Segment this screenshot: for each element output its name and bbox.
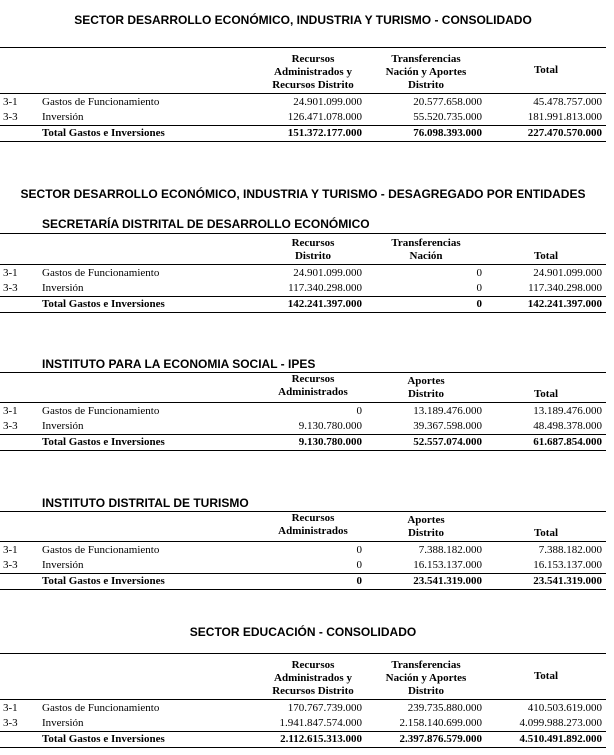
row-desc: Gastos de Funcionamiento [42, 702, 160, 714]
total-value-a: 142.241.397.000 [260, 297, 366, 313]
section-title-turismo: INSTITUTO DISTRITAL DE TURISMO [42, 496, 249, 510]
total-value-total: 61.687.854.000 [486, 435, 606, 451]
row-value-total: 181.991.813.000 [527, 111, 602, 123]
row-value-total: 4.099.988.273.000 [519, 717, 602, 729]
row-desc: Gastos de Funcionamiento [42, 267, 160, 279]
header-desc [40, 48, 260, 94]
budget-table-educacion [0, 653, 606, 748]
row-desc: Gastos de Funcionamiento [42, 96, 160, 108]
row-code: 3-1 [3, 405, 18, 417]
row-code: 3-1 [3, 702, 18, 714]
row-code: 3-1 [3, 267, 18, 279]
row-value-b: 55.520.735.000 [413, 111, 482, 123]
budget-table-secretaria [0, 233, 606, 313]
total-value-total: 4.510.491.892.000 [486, 732, 606, 748]
row-value-b: 7.388.182.000 [418, 544, 482, 556]
budget-table-desarrollo-consolidado [0, 47, 606, 142]
total-desc: Total Gastos e Inversiones [40, 574, 260, 590]
row-value-a: 117.340.298.000 [288, 282, 362, 294]
total-code [0, 574, 40, 590]
header-total: Total [533, 527, 559, 539]
row-value-b: 239.735.880.000 [407, 702, 482, 714]
row-value-b: 0 [476, 267, 482, 279]
row-value-b: 16.153.137.000 [413, 559, 482, 571]
row-code: 3-3 [3, 111, 18, 123]
table-header-row [0, 654, 606, 700]
table-row [0, 542, 606, 559]
row-value-total: 45.478.757.000 [533, 96, 602, 108]
row-code: 3-1 [3, 544, 18, 556]
row-value-total: 13.189.476.000 [533, 405, 602, 417]
table-total-row [0, 126, 606, 142]
total-code [0, 126, 40, 142]
header-col-a: Recursos Distrito [291, 237, 335, 262]
table-row [0, 700, 606, 717]
total-desc: Total Gastos e Inversiones [40, 435, 260, 451]
table-header-row [0, 512, 606, 542]
row-value-a: 1.941.847.574.000 [279, 717, 362, 729]
total-value-b: 23.541.319.000 [366, 574, 486, 590]
row-value-a: 170.767.739.000 [287, 702, 362, 714]
header-col-a: Recursos Administrados [278, 512, 348, 537]
row-value-total: 117.340.298.000 [528, 282, 602, 294]
row-code: 3-3 [3, 717, 18, 729]
row-value-b: 20.577.658.000 [413, 96, 482, 108]
table-total-row [0, 297, 606, 313]
header-col-a: Recursos Administrados [278, 373, 348, 398]
section-title-educacion: SECTOR EDUCACIÓN - CONSOLIDADO [189, 625, 417, 639]
row-desc: Gastos de Funcionamiento [42, 544, 160, 556]
header-total: Total [533, 388, 559, 400]
header-code [0, 234, 40, 265]
row-value-a: 0 [356, 405, 362, 417]
row-desc: Inversión [42, 282, 84, 294]
total-value-total: 227.470.570.000 [486, 126, 606, 142]
header-col-b: Aportes Distrito [407, 514, 445, 539]
total-value-a: 2.112.615.313.000 [260, 732, 366, 748]
table-header-row [0, 234, 606, 265]
header-code [0, 512, 40, 542]
table-header-row [0, 48, 606, 94]
table-row [0, 716, 606, 732]
row-code: 3-3 [3, 420, 18, 432]
table-total-row [0, 435, 606, 451]
section-title-ipes: INSTITUTO PARA LA ECONOMIA SOCIAL - IPES [42, 357, 316, 371]
row-value-b: 2.158.140.699.000 [399, 717, 482, 729]
header-desc [40, 234, 260, 265]
row-value-a: 126.471.078.000 [287, 111, 362, 123]
row-code: 3-3 [3, 282, 18, 294]
row-desc: Inversión [42, 111, 84, 123]
table-row [0, 558, 606, 574]
header-code [0, 48, 40, 94]
header-col-b: Transferencias Nación [391, 237, 461, 262]
header-desc [40, 373, 260, 403]
row-value-b: 39.367.598.000 [413, 420, 482, 432]
header-total: Total [533, 250, 559, 262]
total-code [0, 435, 40, 451]
total-value-b: 52.557.074.000 [366, 435, 486, 451]
row-value-total: 24.901.099.000 [533, 267, 602, 279]
total-code [0, 297, 40, 313]
table-row [0, 419, 606, 435]
section-title-secretaria: SECRETARÍA DISTRITAL DE DESARROLLO ECONÓMICO [42, 217, 370, 231]
row-desc: Gastos de Funcionamiento [42, 405, 160, 417]
table-total-row [0, 732, 606, 748]
total-value-total: 142.241.397.000 [486, 297, 606, 313]
total-value-total: 23.541.319.000 [486, 574, 606, 590]
header-desc [40, 512, 260, 542]
row-code: 3-3 [3, 559, 18, 571]
row-value-a: 9.130.780.000 [298, 420, 362, 432]
total-desc: Total Gastos e Inversiones [40, 126, 260, 142]
header-total: Total [533, 669, 559, 682]
row-value-b: 0 [476, 282, 482, 294]
total-value-a: 0 [260, 574, 366, 590]
header-col-b: Aportes Distrito [407, 375, 445, 400]
header-total: Total [533, 63, 559, 76]
row-value-total: 16.153.137.000 [533, 559, 602, 571]
row-desc: Inversión [42, 559, 84, 571]
budget-table-ipes [0, 372, 606, 451]
row-value-total: 7.388.182.000 [538, 544, 602, 556]
table-total-row [0, 574, 606, 590]
table-header-row [0, 373, 606, 403]
header-desc [40, 654, 260, 700]
total-desc: Total Gastos e Inversiones [40, 732, 260, 748]
section-title-desarrollo-consolidado: SECTOR DESARROLLO ECONÓMICO, INDUSTRIA Y TURISMO - CONSOLIDADO [74, 13, 532, 27]
table-row [0, 110, 606, 126]
row-code: 3-1 [3, 96, 18, 108]
header-col-b: Transferencias Nación y Aportes Distrito [385, 53, 467, 91]
section-title-desagregado: SECTOR DESARROLLO ECONÓMICO, INDUSTRIA Y TURISMO - DESAGREGADO POR ENTIDADES [20, 187, 586, 201]
header-col-a: Recursos Administrados y Recursos Distrito [272, 659, 354, 697]
table-row [0, 265, 606, 282]
total-value-a: 9.130.780.000 [260, 435, 366, 451]
table-row [0, 281, 606, 297]
total-value-b: 2.397.876.579.000 [366, 732, 486, 748]
row-value-total: 410.503.619.000 [527, 702, 602, 714]
row-value-a: 24.901.099.000 [293, 267, 362, 279]
row-value-a: 0 [356, 559, 362, 571]
table-row [0, 94, 606, 111]
row-value-a: 0 [356, 544, 362, 556]
table-row [0, 403, 606, 420]
total-desc: Total Gastos e Inversiones [40, 297, 260, 313]
total-code [0, 732, 40, 748]
row-desc: Inversión [42, 717, 84, 729]
header-code [0, 654, 40, 700]
total-value-a: 151.372.177.000 [260, 126, 366, 142]
budget-table-turismo [0, 511, 606, 590]
row-value-b: 13.189.476.000 [413, 405, 482, 417]
total-value-b: 76.098.393.000 [366, 126, 486, 142]
row-value-total: 48.498.378.000 [533, 420, 602, 432]
header-col-a: Recursos Administrados y Recursos Distrito [272, 53, 354, 91]
header-code [0, 373, 40, 403]
row-desc: Inversión [42, 420, 84, 432]
row-value-a: 24.901.099.000 [293, 96, 362, 108]
header-col-b: Transferencias Nación y Aportes Distrito [385, 659, 467, 697]
total-value-b: 0 [366, 297, 486, 313]
